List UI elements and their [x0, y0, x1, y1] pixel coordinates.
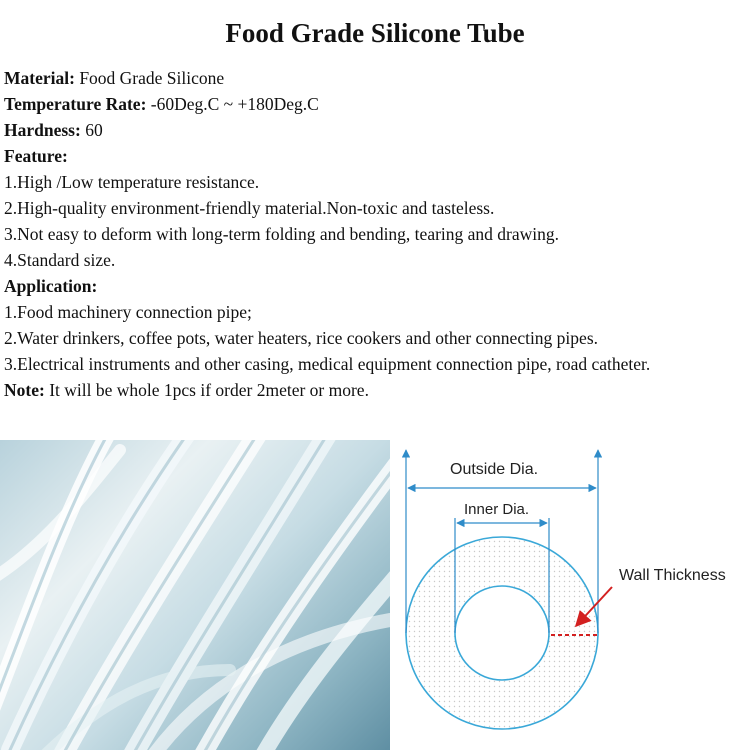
note-row — [4, 377, 744, 403]
application-item: 2.Water drinkers, coffee pots, water heaters, rice cookers and other connecting pipes. — [4, 328, 599, 348]
inner-dia-label: Inner Dia. — [464, 501, 530, 518]
application-item: 3.Electrical instruments and other casing, medical equipment connection pipe, road catheter. — [4, 354, 651, 374]
wall-thickness-label: Wall Thickness — [619, 567, 726, 584]
application-heading: Application: — [4, 276, 98, 296]
tube-cross-section — [398, 440, 750, 750]
material-label: Material: — [4, 68, 75, 88]
hardness-row — [4, 117, 744, 143]
temperature-label: Temperature Rate: — [4, 94, 147, 114]
feature-heading: Feature: — [4, 146, 68, 166]
feature-item: 2.High-quality environment-friendly material.Non-toxic and tasteless. — [4, 198, 495, 218]
feature-item: 3.Not easy to deform with long-term folding and bending, tearing and drawing. — [4, 224, 560, 244]
spec-list — [4, 65, 744, 403]
hardness-value: 60 — [80, 120, 103, 140]
hardness-label: Hardness: — [4, 120, 81, 140]
tube-coils-image — [0, 440, 390, 750]
material-row — [4, 65, 744, 91]
inner-ring — [455, 586, 549, 680]
note-label: Note: — [4, 380, 45, 400]
temperature-value: -60Deg.C ~ +180Deg.C — [146, 94, 319, 114]
cross-section-diagram — [398, 440, 750, 750]
temperature-row — [4, 91, 744, 117]
product-photo — [0, 440, 390, 750]
feature-item: 4.Standard size. — [4, 250, 116, 270]
page-title: Food Grade Silicone Tube — [225, 18, 525, 48]
note-value: It will be whole 1pcs if order 2meter or more. — [44, 380, 369, 400]
outside-dia-label: Outside Dia. — [450, 461, 539, 478]
application-item: 1.Food machinery connection pipe; — [4, 302, 252, 322]
feature-item: 1.High /Low temperature resistance. — [4, 172, 260, 192]
material-value: Food Grade Silicone — [74, 68, 225, 88]
